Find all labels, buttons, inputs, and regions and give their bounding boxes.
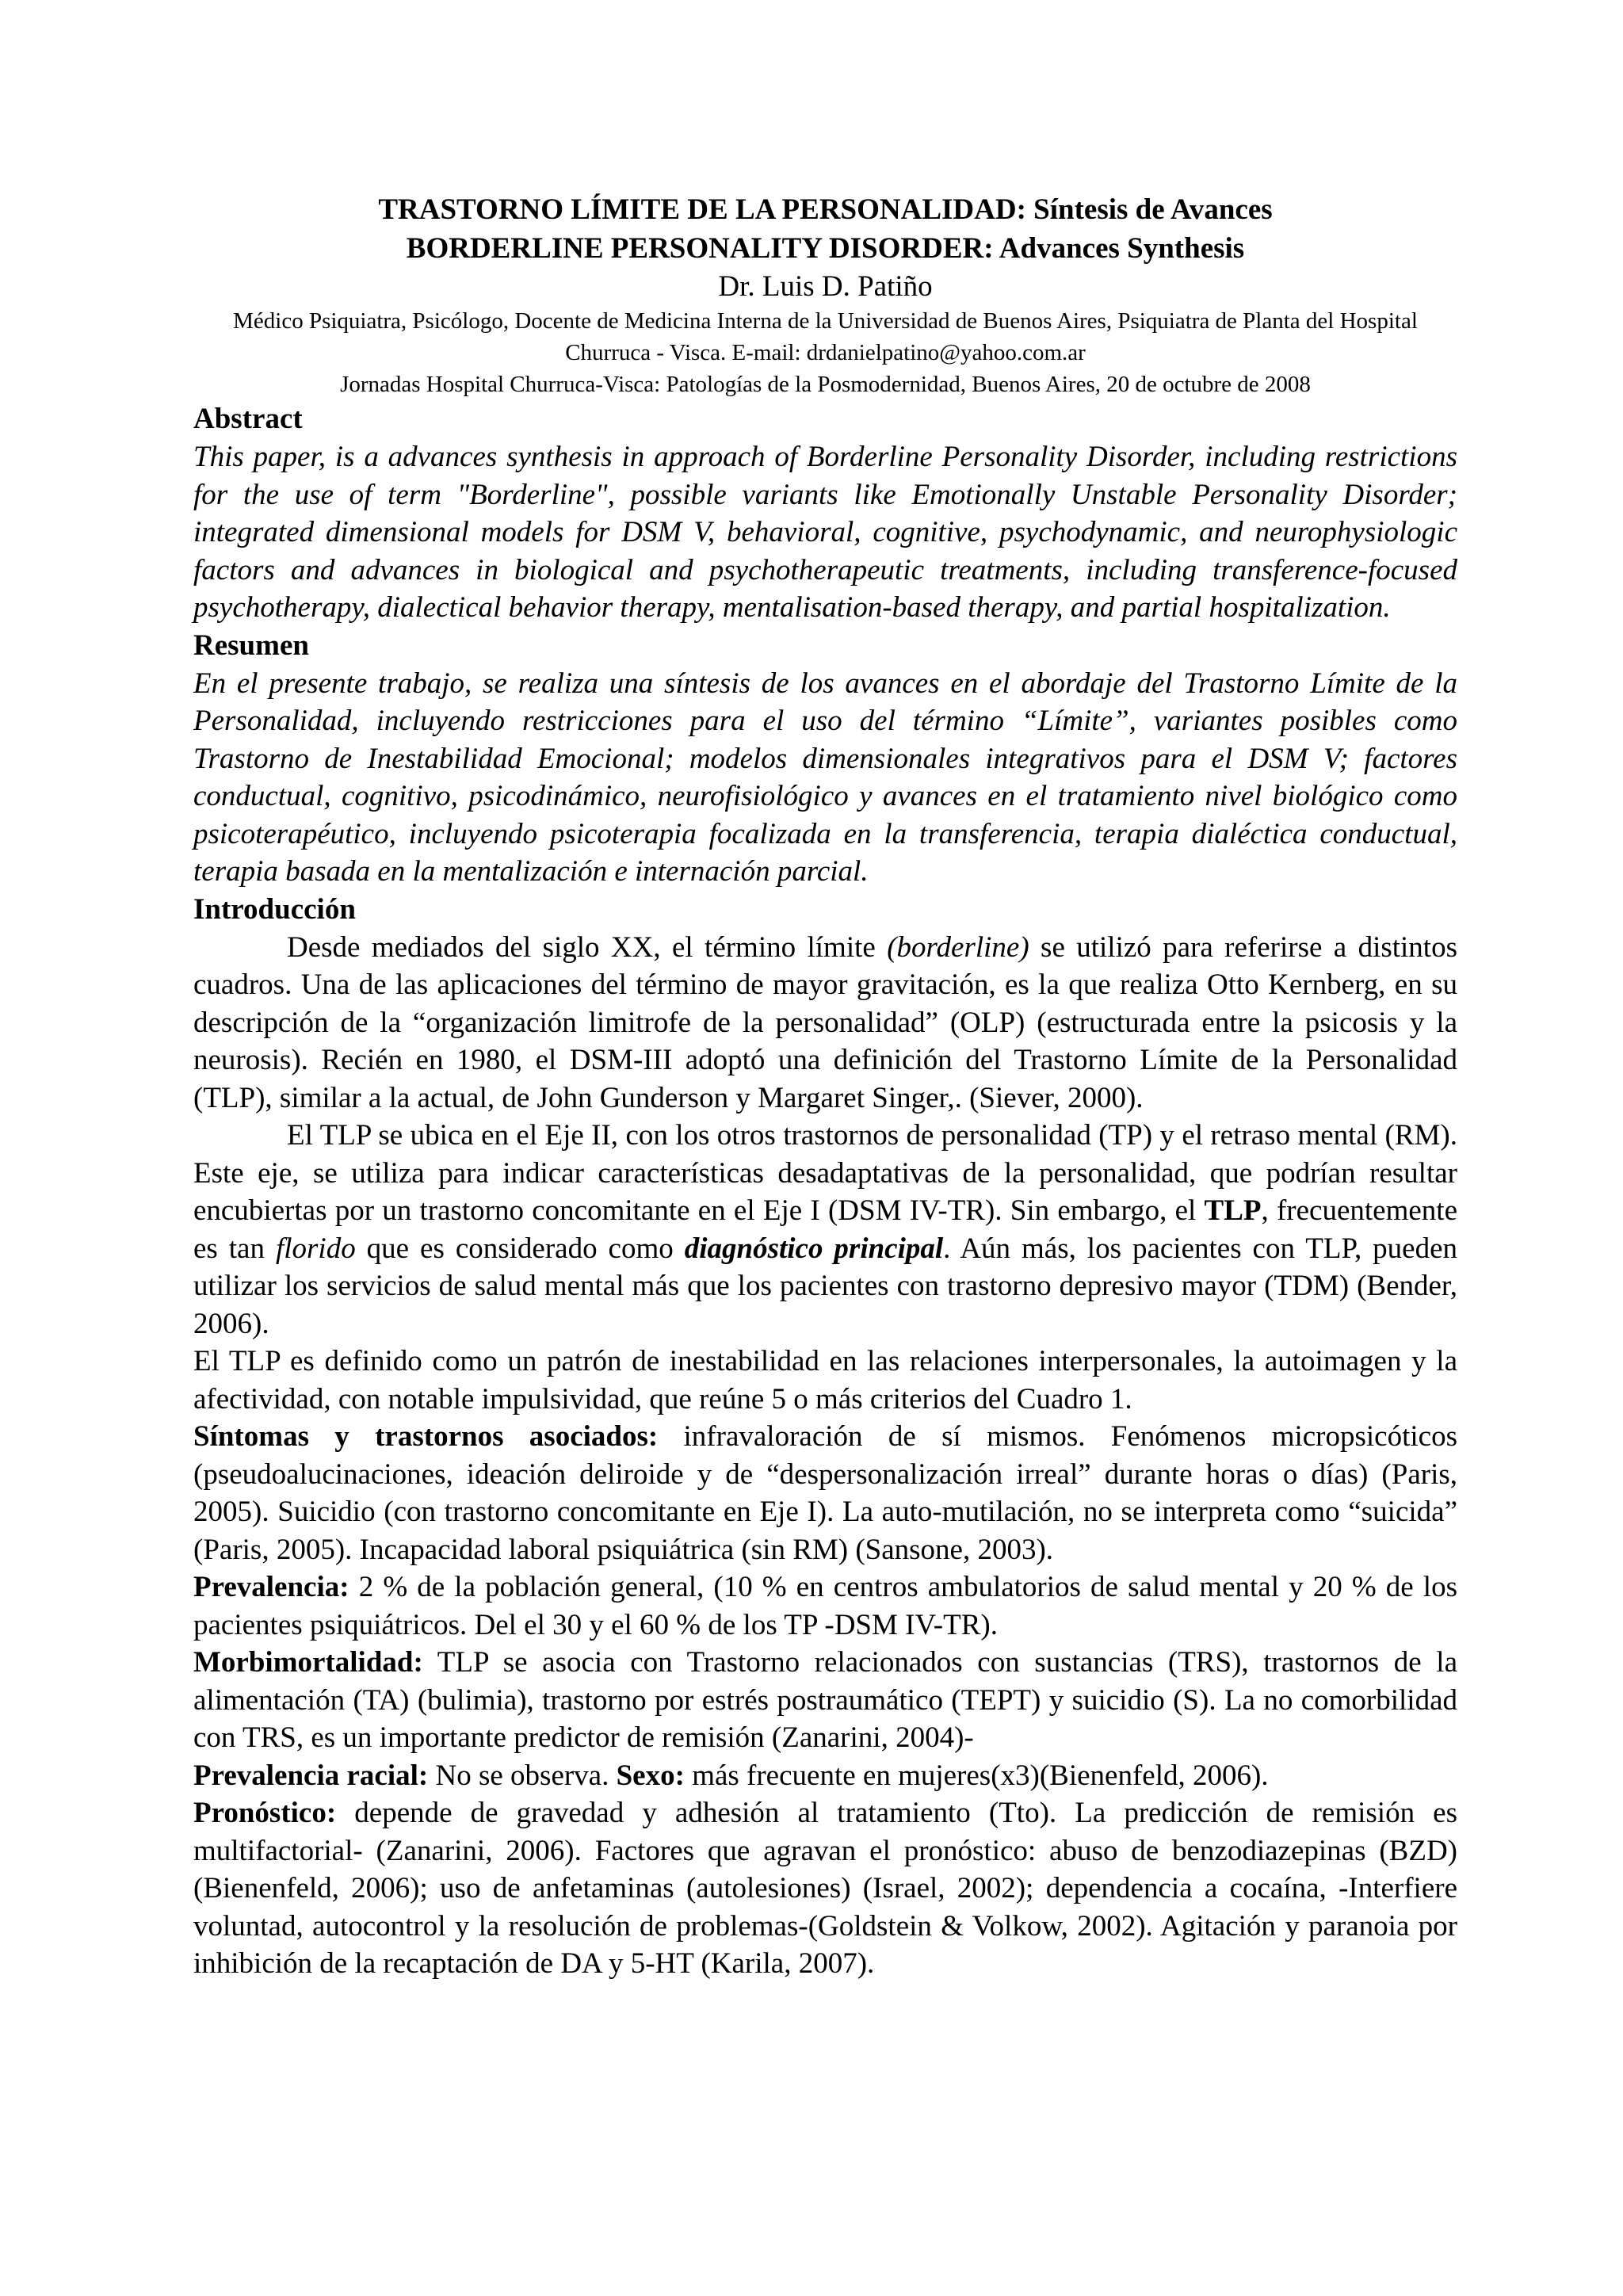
intro-p2-florido: florido (275, 1232, 356, 1265)
intro-paragraph-3: El TLP es definido como un patrón de inestabilidad en las relaciones interpersonales, la autoimagen y la afectividad, con notable impulsividad, que reúne 5 o más criterios del Cuadro 1. (193, 1345, 1457, 1415)
sintomas-text: infravaloración de sí mismos. Fenómenos micropsicóticos (pseudoalucinaciones, ideación deliroide y de “despersonalización irreal” durante horas o días) (Paris, 2005). Suicidio (con trastorno concomitante en Eje I). La auto-mutilación, no se interpreta como “suicida” (Paris, 2005). Incapacidad laboral psiquiátrica (sin RM) (Sansone, 2003). (193, 1420, 1457, 1566)
author-affiliation: Médico Psiquiatra, Psicólogo, Docente de Medicina Interna de la Universidad de Buenos Aires, Psiquiatra de Planta del Hospital Churruca - Visca. E-mail: drdanielpatino@yahoo.com.ar (233, 308, 1418, 365)
prevalencia-racial-paragraph (193, 1757, 1457, 1795)
event-line: Jornadas Hospital Churruca-Visca: Patologías de la Posmodernidad, Buenos Aires, 20 de octubre de 2008 (340, 372, 1311, 397)
resumen-text: En el presente trabajo, se realiza una síntesis de los avances en el abordaje del Trastorno Límite de la Personalidad, incluyendo restricciones para el uso del término “Límite”, variantes posibles como Trastorno de Inestabilidad Emocional; modelos dimensionales integrativos para el DSM V; factores conductual, cognitivo, psicodinámico, neurofisiológico y avances en el tratamiento nivel biológico como psicoterapéutico, incluyendo psicoterapia focalizada en la transferencia, terapia dialéctica conductual, terapia basada en la mentalización e internación parcial. (193, 667, 1457, 888)
pronostico-paragraph (193, 1794, 1457, 1983)
author-name: Dr. Luis D. Patiño (718, 270, 933, 303)
page-content (193, 190, 1457, 1983)
pronostico-text: depende de gravedad y adhesión al tratamiento (Tto). La predicción de remisión es multifactorial- (Zanarini, 2006). Factores que agravan el pronóstico: abuso de benzodiazepinas (BZD) (Bienenfeld, 2006); uso de anfetaminas (autolesiones) (Israel, 2002); dependencia a cocaína, -Interfiere voluntad, autocontrol y la resolución de problemas-(Goldstein & Volkow, 2002). Agitación y paranoia por inhibición de la recaptación de DA y 5-HT (Karila, 2007). (193, 1797, 1457, 1980)
introduccion-heading: Introducción (193, 892, 356, 926)
prevalencia-label: Prevalencia: (193, 1571, 349, 1603)
intro-paragraph-2 (193, 1117, 1457, 1343)
intro-p2-tlp: TLP (1204, 1194, 1262, 1227)
morbimortalidad-label: Morbimortalidad: (193, 1646, 423, 1679)
morbimortalidad-paragraph (193, 1644, 1457, 1757)
sexo-label: Sexo: (616, 1759, 685, 1792)
abstract-text: This paper, is a advances synthesis in approach of Borderline Personality Disorder, including restrictions for the use of term "Borderline", possible variants like Emotionally Unstable Personality Disorder; integrated dimensional models for DSM V, behavioral, cognitive, psychodynamic, and neurophysiologic factors and advances in biological and psychotherapeutic treatments, including transference-focused psychotherapy, dialectical behavior therapy, mentalisation-based therapy, and partial hospitalization. (193, 441, 1457, 624)
intro-p2-text-a: El TLP se ubica en el Eje II, con los otros trastornos de personalidad (TP) y el retraso mental (RM). Este eje, se utiliza para indicar características desadaptativas de la personalidad, que podrían resultar encubiertas por un trastorno concomitante en el Eje I (DSM IV-TR). Sin embargo, el (193, 1119, 1457, 1227)
intro-p2-text-e: que es considerado como (355, 1232, 685, 1265)
title-english: BORDERLINE PERSONALITY DISORDER: Advances Synthesis (406, 232, 1245, 265)
prevalencia-racial-label: Prevalencia racial: (193, 1759, 429, 1792)
sintomas-paragraph (193, 1418, 1457, 1568)
intro-p2-diagnostico: diagnóstico principal (684, 1232, 944, 1265)
morbimortalidad-text: TLP se asocia con Trastorno relacionados con sustancias (TRS), trastornos de la alimentación (TA) (bulimia), trastorno por estrés postraumático (TEPT) y suicidio (S). La no comorbilidad con TRS, es un importante predictor de remisión (Zanarini, 2004)- (193, 1646, 1457, 1754)
prevalencia-text: 2 % de la población general, (10 % en centros ambulatorios de salud mental y 20 % de los pacientes psiquiátricos. Del el 30 y el 60 % de los TP -DSM IV-TR). (193, 1571, 1457, 1641)
abstract-heading: Abstract (193, 403, 303, 435)
prevalencia-racial-text: No se observa. (428, 1759, 617, 1792)
intro-p2-text-c: , frecuentemente es tan (193, 1194, 1457, 1265)
paper-header (193, 190, 1457, 400)
sintomas-label: Síntomas y trastornos asociados: (193, 1420, 659, 1453)
prevalencia-paragraph (193, 1568, 1457, 1644)
intro-paragraph-1 (193, 929, 1457, 1117)
pronostico-label: Pronóstico: (193, 1797, 337, 1829)
intro-p2-text-g: . Aún más, los pacientes con TLP, pueden utilizar los servicios de salud mental más que los pacientes con trastorno depresivo mayor (TDM) (Bender, 2006). (193, 1232, 1457, 1340)
intro-p1-text-c: se utilizó para referirse a distintos cuadros. Una de las aplicaciones del término de mayor gravitación, es la que realiza Otto Kernberg, en su descripción de la “organización limitrofe de la personalidad” (OLP) (estructurada entre la psicosis y la neurosis). Recién en 1980, el DSM-III adoptó una definición del Trastorno Límite de la Personalidad (TLP), similar a la actual, de John Gunderson y Margaret Singer,. (Siever, 2000). (193, 930, 1457, 1114)
title-spanish: TRASTORNO LÍMITE DE LA PERSONALIDAD: Síntesis de Avances (378, 193, 1273, 226)
intro-p1-borderline: (borderline) (887, 930, 1029, 964)
sexo-text: más frecuente en mujeres(x3)(Bienenfeld, 2006). (684, 1759, 1269, 1792)
intro-p1-text-a: Desde mediados del siglo XX, el término límite (287, 930, 888, 964)
resumen-heading: Resumen (193, 628, 309, 662)
